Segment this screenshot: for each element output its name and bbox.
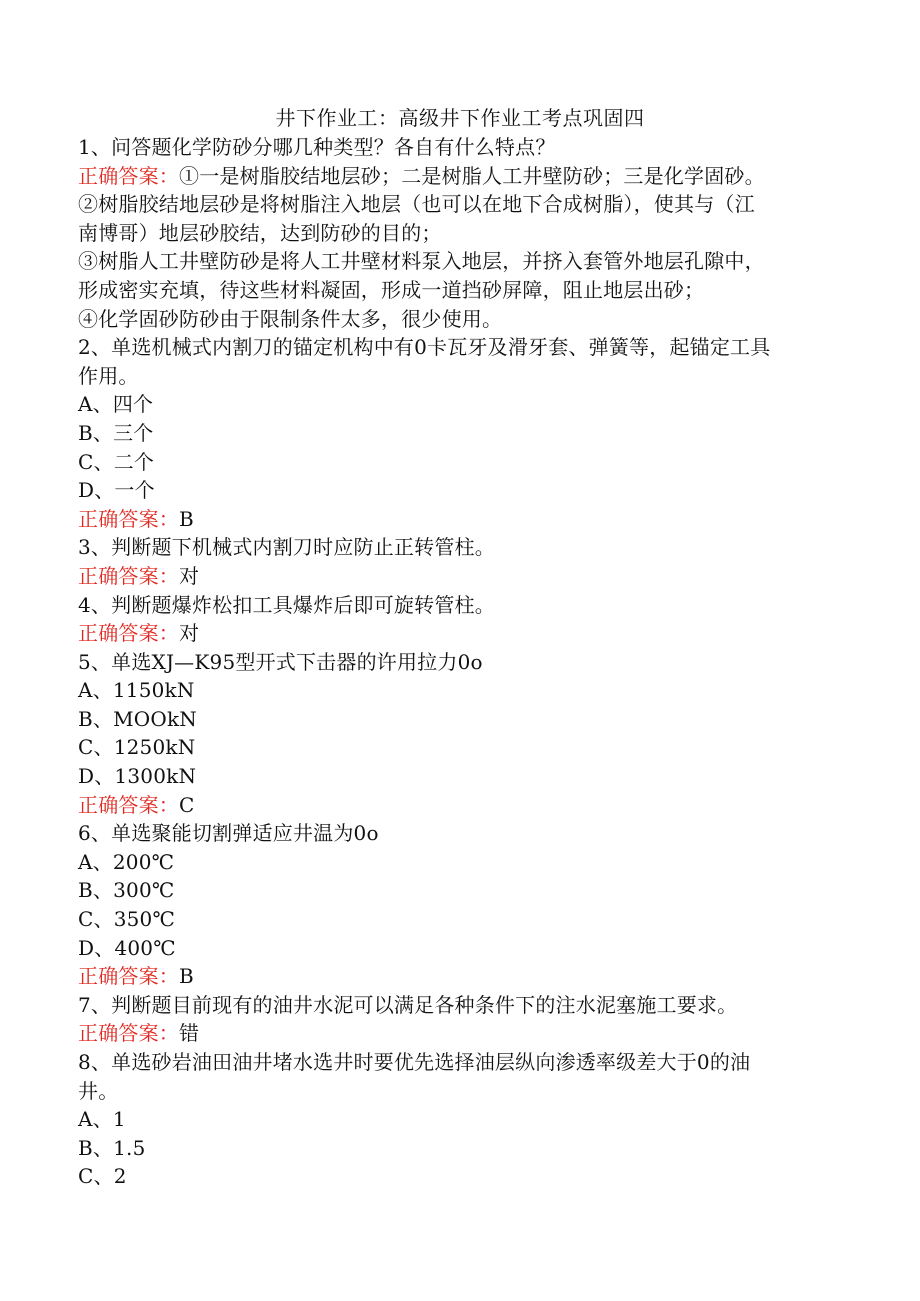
question-stem-line: 3、判断题下机械式内割刀时应防止正转管柱。 — [78, 535, 495, 560]
correct-answer-value: C — [179, 792, 195, 817]
answer-option: A、200℃ — [78, 849, 175, 874]
question-stem-line: 井。 — [78, 1078, 119, 1103]
question-stem-line: 7、判断题目前现有的油井水泥可以满足各种条件下的注水泥塞施工要求。 — [78, 992, 738, 1017]
answer-option: D、1300kN — [78, 764, 197, 789]
answer-explanation-line: ④化学固砂防砂由于限制条件太多，很少使用。 — [78, 306, 503, 331]
document-title: 井下作业工：高级井下作业工考点巩固四 — [275, 106, 645, 130]
correct-answer-label: 正确答案： — [78, 792, 179, 817]
correct-answer-label: 正确答案： — [78, 163, 179, 188]
correct-answer-value: B — [179, 964, 194, 989]
question-stem-line: 1、问答题化学防砂分哪几种类型？各自有什么特点？ — [78, 135, 556, 159]
correct-answer-label: 正确答案： — [78, 563, 179, 588]
answer-option: C、350℃ — [78, 907, 176, 932]
answer-explanation-line: 南博哥）地层砂胶结，达到防砂的目的； — [78, 220, 442, 245]
question-block — [78, 333, 838, 533]
answer-option: B、三个 — [78, 420, 154, 445]
question-stem-line: 8、单选砂岩油田油井堵水选井时要优先选择油层纵向渗透率级差大于0的油 — [78, 1050, 751, 1074]
answer-explanation-line: ②树脂胶结地层砂是将树脂注入地层（也可以在地下合成树脂），使其与（江 — [78, 192, 755, 217]
question-stem-line: 4、判断题爆炸松扣工具爆炸后即可旋转管柱。 — [78, 592, 495, 617]
answer-option: B、300℃ — [78, 878, 175, 903]
correct-answer-value: 对 — [179, 563, 200, 588]
question-block — [78, 1048, 838, 1191]
correct-answer-label: 正确答案： — [78, 621, 179, 646]
answer-option: A、1 — [78, 1107, 126, 1132]
correct-answer-value: B — [179, 506, 194, 531]
question-block — [78, 133, 838, 333]
correct-answer — [78, 505, 838, 534]
answer-option: C、2 — [78, 1164, 127, 1189]
answer-option: B、1.5 — [78, 1135, 146, 1160]
answer-explanation-line: ③树脂人工井壁防砂是将人工井壁材料泵入地层，并挤入套管外地层孔隙中， — [78, 249, 765, 274]
answer-explanation-line: 形成密实充填，待这些材料凝固，形成一道挡砂屏障，阻止地层出砂； — [78, 277, 705, 302]
answer-option: D、一个 — [78, 478, 155, 503]
correct-answer — [78, 962, 838, 991]
answer-option: D、400℃ — [78, 935, 176, 960]
correct-answer-label: 正确答案： — [78, 964, 179, 989]
question-block — [78, 533, 838, 590]
correct-answer — [78, 162, 838, 191]
correct-answer-value: 错 — [179, 1021, 200, 1046]
correct-answer — [78, 619, 838, 648]
answer-option: C、二个 — [78, 449, 155, 474]
answer-option: A、1150kN — [78, 678, 195, 703]
answer-option: B、MOOkN — [78, 706, 197, 731]
correct-answer — [78, 791, 838, 820]
question-block — [78, 819, 838, 991]
question-stem-line: 2、单选机械式内割刀的锚定机构中有0卡瓦牙及滑牙套、弹簧等，起锚定工具 — [78, 335, 771, 360]
question-list — [78, 133, 838, 1191]
answer-option: A、四个 — [78, 392, 154, 417]
correct-answer-value: ①一是树脂胶结地层砂；二是树脂人工井壁防砂；三是化学固砂。 — [179, 163, 765, 188]
question-block — [78, 991, 838, 1048]
correct-answer-label: 正确答案： — [78, 506, 179, 531]
question-stem-line: 6、单选聚能切割弹适应井温为0o — [78, 821, 379, 846]
correct-answer-value: 对 — [179, 621, 200, 646]
correct-answer — [78, 1019, 838, 1048]
question-stem-line: 5、单选XJ—K95型开式下击器的许用拉力0o — [78, 649, 483, 674]
answer-option: C、1250kN — [78, 735, 196, 760]
question-stem-line: 作用。 — [78, 363, 139, 388]
correct-answer-label: 正确答案： — [78, 1021, 179, 1046]
question-block — [78, 648, 838, 820]
question-block — [78, 591, 838, 648]
correct-answer — [78, 562, 838, 591]
